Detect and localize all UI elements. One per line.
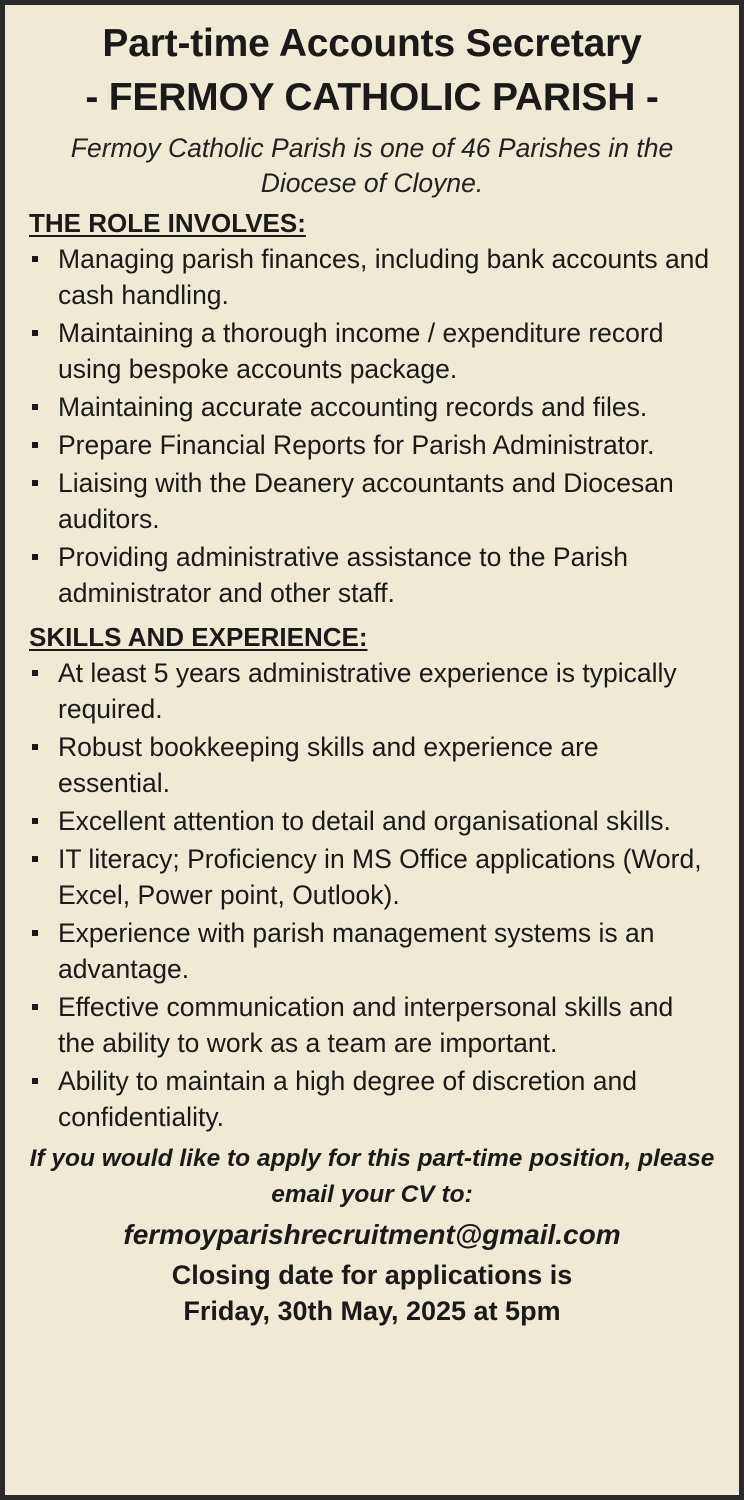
bullet-icon: [32, 480, 38, 486]
bullet-icon: [32, 1004, 38, 1010]
bullet-icon: [32, 670, 38, 676]
bullet-icon: [32, 930, 38, 936]
closing-line-2: Friday, 30th May, 2025 at 5pm: [183, 1296, 561, 1326]
bullet-icon: [32, 330, 38, 336]
role-item: [29, 539, 715, 611]
bullet-icon: [32, 442, 38, 448]
role-item-text: Liaising with the Deanery accountants and Diocesan auditors.: [58, 468, 674, 534]
role-item-text: Maintaining a thorough income / expenditure record using bespoke accounts package.: [58, 318, 664, 384]
role-item: [29, 315, 715, 387]
role-item-text: Providing administrative assistance to the Parish administrator and other staff.: [58, 542, 629, 608]
skills-item-text: At least 5 years administrative experience is typically required.: [58, 658, 677, 724]
skills-item: [29, 915, 715, 987]
role-item: [29, 241, 715, 313]
role-heading: THE ROLE INVOLVES:: [29, 208, 306, 238]
bullet-icon: [32, 256, 38, 262]
skills-list: [29, 655, 715, 1135]
skills-item: [29, 841, 715, 913]
closing-line-1: Closing date for applications is: [171, 1260, 573, 1290]
skills-item-text: Effective communication and interpersonal skills and the ability to work as a team are important.: [58, 992, 674, 1058]
skills-item: [29, 803, 715, 839]
closing-date: [29, 1257, 715, 1329]
title-line-1: Part-time Accounts Secretary: [102, 22, 642, 65]
bullet-icon: [32, 554, 38, 560]
skills-item: [29, 655, 715, 727]
role-item-text: Managing parish finances, including bank accounts and cash handling.: [58, 244, 710, 310]
bullet-icon: [32, 1078, 38, 1084]
role-list: [29, 241, 715, 611]
skills-item-text: IT literacy; Proficiency in MS Office applications (Word, Excel, Power point, Outlook).: [58, 844, 702, 910]
role-item: [29, 389, 715, 425]
role-item: [29, 465, 715, 537]
role-item-text: Maintaining accurate accounting records and files.: [58, 392, 648, 422]
skills-item: [29, 989, 715, 1061]
skills-heading: SKILLS AND EXPERIENCE:: [29, 622, 368, 652]
intro-text: Fermoy Catholic Parish is one of 46 Parishes in the Diocese of Cloyne.: [70, 133, 674, 198]
apply-instructions: If you would like to apply for this part-time position, please email your CV to:: [29, 1145, 715, 1208]
title-line-2: - FERMOY CATHOLIC PARISH -: [85, 76, 659, 119]
skills-item-text: Excellent attention to detail and organisational skills.: [58, 806, 671, 836]
skills-item-text: Experience with parish management systems is an advantage.: [58, 918, 655, 984]
skills-item: [29, 729, 715, 801]
skills-item-text: Robust bookkeeping skills and experience are essential.: [58, 732, 599, 798]
role-item: [29, 427, 715, 463]
bullet-icon: [32, 856, 38, 862]
bullet-icon: [32, 818, 38, 824]
role-item-text: Prepare Financial Reports for Parish Administrator.: [58, 430, 655, 460]
bullet-icon: [32, 404, 38, 410]
bullet-icon: [32, 744, 38, 750]
ad-title: [29, 17, 715, 125]
skills-item: [29, 1063, 715, 1135]
contact-email: fermoyparishrecruitment@gmail.com: [123, 1219, 621, 1250]
skills-item-text: Ability to maintain a high degree of discretion and confidentiality.: [58, 1066, 637, 1132]
